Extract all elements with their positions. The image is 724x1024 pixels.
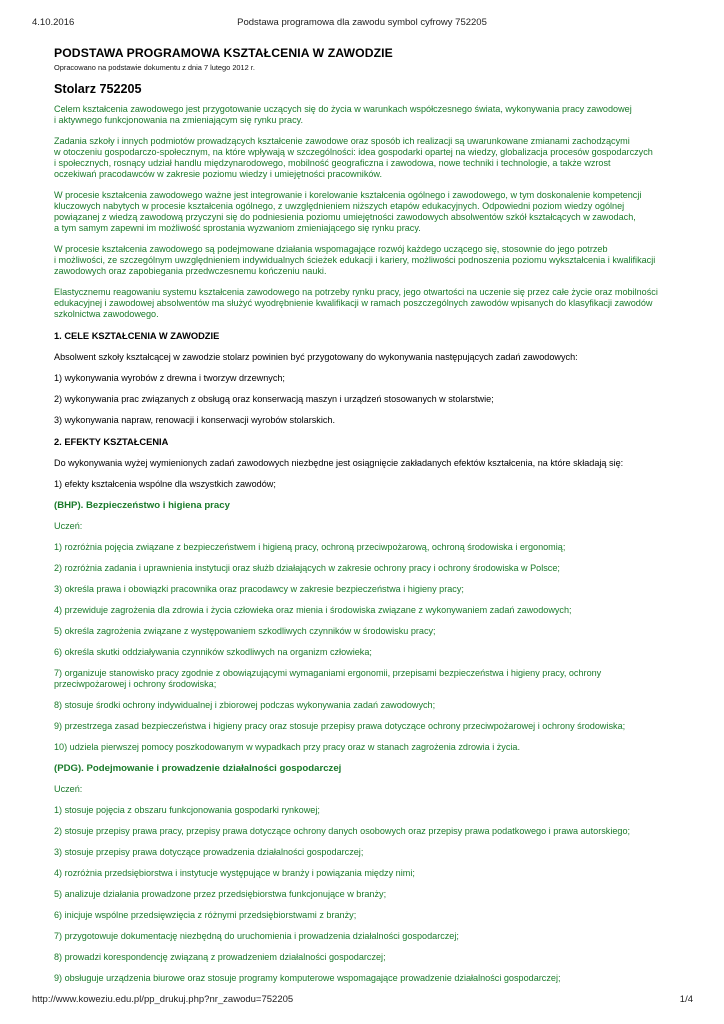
bhp-list bbox=[54, 542, 694, 753]
text-line: Elastycznemu reagowaniu systemu kształcenia zawodowego na potrzeby rynku pracy, jego otwartości na uczenie się przez całe życie oraz mobilności bbox=[54, 287, 658, 297]
outcomes-lead: Do wykonywania wyżej wymienionych zadań zawodowych niezbędne jest osiągnięcie zakładanych efektów kształcenia, na które składają się: bbox=[54, 458, 624, 468]
section-heading-goals: 1. CELE KSZTAŁCENIA W ZAWODZIE bbox=[54, 331, 220, 341]
goals-lead: Absolwent szkoły kształcącej w zawodzie stolarz powinien być przygotowany do wykonywania następujących zadań zawodowych: bbox=[54, 352, 578, 362]
document-body bbox=[54, 46, 694, 984]
list-item bbox=[54, 542, 694, 553]
text-line: zawodowych oraz zapobiegania przedwczesnemu kończeniu nauki. bbox=[54, 266, 327, 276]
list-item bbox=[54, 584, 694, 595]
text-line: 4) przewiduje zagrożenia dla zdrowia i życia człowieka oraz mienia i środowiska związane z wykonywaniem zadań zawodowych; bbox=[54, 605, 572, 615]
unit-heading-bhp: (BHP). Bezpieczeństwo i higiena pracy bbox=[54, 500, 230, 511]
intro-paragraph bbox=[54, 136, 694, 180]
page-number: 1/4 bbox=[679, 994, 693, 1005]
intro-paragraph bbox=[54, 190, 694, 234]
list-item: 8) prowadzi korespondencję związaną z prowadzeniem działalności gospodarczej; bbox=[54, 952, 386, 962]
print-url: http://www.koweziu.edu.pl/pp_drukuj.php?nr_zawodu=752205 bbox=[32, 994, 294, 1005]
unit-heading-pdg: (PDG). Podejmowanie i prowadzenie działalności gospodarczej bbox=[54, 763, 342, 774]
text-line: przeciwpożarowej i ochrony środowiska; bbox=[54, 679, 217, 689]
outcomes-sub: 1) efekty kształcenia wspólne dla wszystkich zawodów; bbox=[54, 479, 276, 489]
print-header bbox=[0, 17, 724, 31]
list-item: 2) stosuje przepisy prawa pracy, przepisy prawa dotyczące ochrony danych osobowych oraz przepisy prawa podatkowego i prawa autorskiego; bbox=[54, 826, 631, 836]
list-item bbox=[54, 700, 694, 711]
list-item bbox=[54, 605, 694, 616]
goals-list bbox=[54, 373, 694, 426]
document-title: PODSTAWA PROGRAMOWA KSZTAŁCENIA W ZAWODZIE bbox=[54, 46, 393, 60]
list-item: 4) rozróżnia przedsiębiorstwa i instytucje występujące w branży i powiązania między nimi; bbox=[54, 868, 415, 878]
text-line: Celem kształcenia zawodowego jest przygotowanie uczących się do życia w warunkach współczesnego świata, wykonywania pracy zawodowej bbox=[54, 104, 632, 114]
text-line: Zadania szkoły i innych podmiotów prowadzących kształcenie zawodowe oraz sposób ich realizacji są uwarunkowane zmianami zachodzącymi bbox=[54, 136, 630, 146]
text-line: szkolnictwa zawodowego. bbox=[54, 309, 159, 319]
text-line: kluczowych nabytych w procesie kształcenia ogólnego, z uwzględnieniem niższych etapów edukacyjnych. Odpowiedni poziom wiedzy ogólnej bbox=[54, 201, 625, 211]
profession-title: Stolarz 752205 bbox=[54, 82, 142, 96]
pdg-list bbox=[54, 805, 694, 984]
list-item bbox=[54, 668, 694, 690]
list-item bbox=[54, 563, 694, 574]
text-line: 10) udziela pierwszej pomocy poszkodowanym w wypadkach przy pracy oraz w stanach zagrożenia zdrowia i życia. bbox=[54, 742, 521, 752]
text-line: 3) określa prawa i obowiązki pracownika oraz pracodawcy w zakresie bezpieczeństwa i higieny pracy; bbox=[54, 584, 464, 594]
list-item: 5) analizuje działania prowadzone przez przedsiębiorstwa funkcjonujące w branży; bbox=[54, 889, 387, 899]
goal-item: 3) wykonywania napraw, renowacji i konserwacji wyrobów stolarskich. bbox=[54, 415, 336, 425]
text-line: 1) rozróżnia pojęcia związane z bezpieczeństwem i higieną pracy, ochroną przeciwpożarową, ochroną środowiska i ergonomią; bbox=[54, 542, 566, 552]
print-footer bbox=[0, 994, 724, 1008]
list-item: 7) przygotowuje dokumentację niezbędną do uruchomienia i prowadzenia działalności gospodarczej; bbox=[54, 931, 459, 941]
section-heading-outcomes: 2. EFEKTY KSZTAŁCENIA bbox=[54, 437, 169, 447]
list-item bbox=[54, 626, 694, 637]
goal-item: 1) wykonywania wyrobów z drewna i tworzyw drzewnych; bbox=[54, 373, 285, 383]
text-line: 5) określa zagrożenia związane z występowaniem szkodliwych czynników w środowisku pracy; bbox=[54, 626, 436, 636]
print-date: 4.10.2016 bbox=[32, 17, 75, 28]
goal-item: 2) wykonywania prac związanych z obsługą oraz konserwacją maszyn i urządzeń stosowanych w stolarstwie; bbox=[54, 394, 494, 404]
text-line: a tym samym zapewni im możliwość sprostania wyzwaniom zmieniającego się rynku pracy. bbox=[54, 223, 421, 233]
text-line: powiązanej z wiedzą zawodową przyczyni się do podniesienia poziomu umiejętności zawodowych absolwentów szkół kształcących w zawodach, bbox=[54, 212, 636, 222]
text-line: 8) stosuje środki ochrony indywidualnej i zbiorowej podczas wykonywania zadań zawodowych; bbox=[54, 700, 436, 710]
list-item bbox=[54, 647, 694, 658]
text-line: edukacyjnej i zawodowej absolwentów ma służyć wyodrębnienie kwalifikacji w ramach poszczególnych zawodów wpisanych do klasyfikacji zawodów bbox=[54, 298, 653, 308]
text-line: 6) określa skutki oddziaływania czynników szkodliwych na organizm człowieka; bbox=[54, 647, 372, 657]
list-item bbox=[54, 742, 694, 753]
document-subtitle: Opracowano na podstawie dokumentu z dnia 7 lutego 2012 r. bbox=[54, 63, 255, 72]
intro-paragraph bbox=[54, 104, 694, 126]
text-line: oczekiwań pracodawców w zakresie poziomu wiedzy i umiejętności pracowników. bbox=[54, 169, 383, 179]
list-item: 6) inicjuje wspólne przedsięwzięcia z różnymi przedsiębiorstwami z branży; bbox=[54, 910, 357, 920]
text-line: i społecznych, rosnący udział handlu międzynarodowego, mobilność geograficzna i zawodowa, nowe techniki i technologie, a także wzrost bbox=[54, 158, 611, 168]
list-item bbox=[54, 721, 694, 732]
intro-paragraph bbox=[54, 287, 694, 320]
unit-student-label-bhp: Uczeń: bbox=[54, 521, 83, 531]
text-line: W procesie kształcenia zawodowego ważne jest integrowanie i korelowanie kształcenia ogólnego i zawodowego, w tym doskonalenie kompetencji bbox=[54, 190, 642, 200]
intro-section bbox=[54, 104, 694, 320]
intro-paragraph bbox=[54, 244, 694, 277]
text-line: 9) przestrzega zasad bezpieczeństwa i higieny pracy oraz stosuje przepisy prawa dotyczące ochrony przeciwpożarowej i ochrony środowiska; bbox=[54, 721, 626, 731]
unit-student-label-pdg: Uczeń: bbox=[54, 784, 83, 794]
list-item: 3) stosuje przepisy prawa dotyczące prowadzenia działalności gospodarczej; bbox=[54, 847, 364, 857]
text-line: 7) organizuje stanowisko pracy zgodnie z obowiązującymi wymaganiami ergonomii, przepisami bezpieczeństwa i higieny pracy, ochrony bbox=[54, 668, 602, 678]
print-page-title: Podstawa programowa dla zawodu symbol cyfrowy 752205 bbox=[237, 17, 487, 28]
list-item: 9) obsługuje urządzenia biurowe oraz stosuje programy komputerowe wspomagające prowadzenie działalności gospodarczej; bbox=[54, 973, 561, 983]
text-line: i możliwości, ze szczególnym uwzględnieniem indywidualnych ścieżek edukacji i kariery, możliwości podnoszenia poziomu wykształcenia i kwalifikacji bbox=[54, 255, 656, 265]
text-line: 2) rozróżnia zadania i uprawnienia instytucji oraz służb działających w zakresie ochrony pracy i ochrony środowiska w Polsce; bbox=[54, 563, 560, 573]
text-line: w otoczeniu gospodarczo-społecznym, na które wpływają w szczególności: idea gospodarki opartej na wiedzy, globalizacja procesów gospodarczych bbox=[54, 147, 653, 157]
list-item: 1) stosuje pojęcia z obszaru funkcjonowania gospodarki rynkowej; bbox=[54, 805, 320, 815]
text-line: W procesie kształcenia zawodowego są podejmowane działania wspomagające rozwój każdego uczącego się, stosownie do jego potrzeb bbox=[54, 244, 608, 254]
text-line: i aktywnego funkcjonowania na zmieniającym się rynku pracy. bbox=[54, 115, 304, 125]
